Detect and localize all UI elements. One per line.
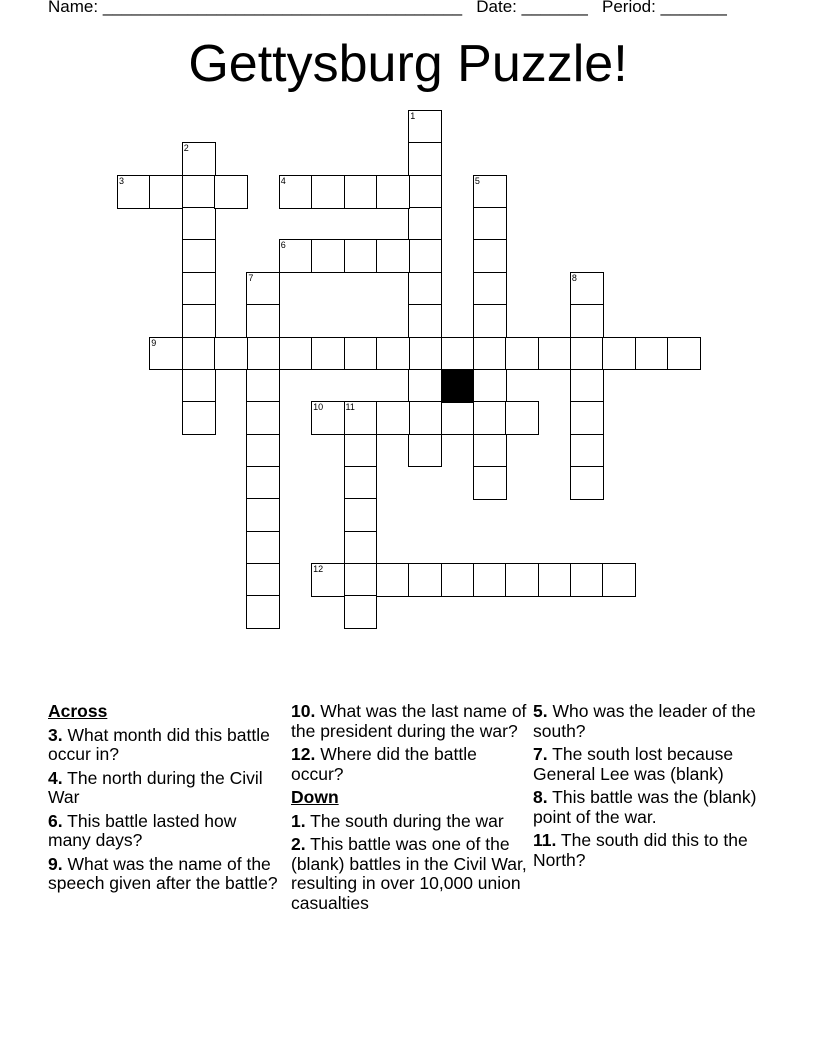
crossword-cell[interactable] — [473, 239, 507, 273]
clue-number-label: 2 — [183, 143, 189, 154]
clue-text: Where did the battle occur? — [291, 744, 477, 784]
crossword-cell[interactable] — [246, 595, 280, 629]
crossword-cell[interactable] — [117, 175, 151, 209]
crossword-cell[interactable] — [344, 595, 378, 629]
clue-number-label: 12 — [313, 563, 324, 574]
crossword-cell[interactable] — [408, 337, 442, 371]
clue-text: What was the last name of the president during the war? — [291, 701, 527, 741]
crossword-cell[interactable] — [408, 175, 442, 209]
crossword-cell[interactable] — [376, 175, 410, 209]
clue-number: 9. — [48, 853, 63, 874]
crossword-cell[interactable] — [505, 401, 539, 435]
crossword-cell[interactable] — [246, 401, 280, 435]
crossword-cell[interactable] — [344, 175, 378, 209]
clue-down-8 — [533, 788, 773, 827]
clue-across-10 — [291, 702, 529, 741]
clue-text: Who was the leader of the south? — [533, 701, 756, 741]
clue-number: 2. — [291, 834, 306, 854]
crossword-cell[interactable] — [376, 563, 410, 597]
crossword-cell[interactable] — [473, 337, 507, 371]
crossword-cell[interactable] — [344, 337, 378, 371]
clue-number: 5. — [533, 701, 548, 721]
period-blank[interactable]: _______ — [660, 0, 727, 16]
crossword-cell[interactable] — [441, 337, 475, 371]
across-heading: Across — [48, 701, 108, 721]
crossword-cell[interactable] — [602, 337, 636, 371]
clue-number: 12. — [291, 744, 316, 764]
clue-across-12 — [291, 745, 529, 784]
crossword-cell[interactable] — [344, 434, 378, 468]
clue-number: 4. — [48, 767, 63, 788]
crossword-cell[interactable] — [635, 337, 669, 371]
clue-number-label: 4 — [280, 175, 286, 186]
clue-across-6 — [48, 812, 278, 851]
clue-number-label: 7 — [248, 272, 254, 283]
crossword-cell[interactable] — [473, 401, 507, 435]
clue-text: This battle was the (blank) point of the war. — [533, 787, 757, 827]
crossword-cell[interactable] — [473, 304, 507, 338]
clue-number: 3. — [48, 724, 63, 745]
crossword-cell[interactable] — [246, 466, 280, 500]
clue-text: The south lost because General Lee was (blank) — [533, 744, 734, 784]
crossword-cell[interactable] — [408, 401, 442, 435]
crossword-cell[interactable] — [538, 337, 572, 371]
clue-number: 7. — [533, 744, 548, 764]
crossword-cell[interactable] — [182, 401, 216, 435]
clue-number: 1. — [291, 810, 306, 831]
crossword-cell[interactable] — [538, 563, 572, 597]
crossword-cell[interactable] — [311, 337, 345, 371]
page-title: Gettysburg Puzzle! — [188, 35, 628, 93]
clues-column-1 — [48, 702, 278, 898]
crossword-cell[interactable] — [667, 337, 701, 371]
clue-number: 10. — [291, 701, 316, 721]
crossword-cell[interactable] — [408, 207, 442, 241]
name-blank[interactable]: ______________________________________ — [102, 0, 463, 16]
crossword-cell[interactable] — [408, 239, 442, 273]
crossword-cell[interactable] — [182, 369, 216, 403]
clue-text: The south during the war — [310, 810, 504, 831]
clue-number: 8. — [533, 787, 548, 807]
crossword-cell[interactable] — [570, 434, 604, 468]
down-heading: Down — [291, 787, 339, 807]
crossword-cell[interactable] — [570, 401, 604, 435]
clue-down-2 — [291, 835, 529, 913]
clue-text: What was the name of the speech given after the battle? — [48, 853, 278, 893]
clue-down-7 — [533, 745, 773, 784]
clue-number-label: 10 — [313, 402, 324, 413]
clue-number-label: 3 — [119, 175, 125, 186]
crossword-cell[interactable] — [182, 272, 216, 306]
clue-number-label: 5 — [474, 175, 480, 186]
clue-text: The north during the Civil War — [48, 767, 263, 807]
crossword-cell[interactable] — [149, 175, 183, 209]
crossword-cell[interactable] — [311, 175, 345, 209]
crossword-cell[interactable] — [602, 563, 636, 597]
crossword-cell[interactable] — [344, 563, 378, 597]
crossword-cell[interactable] — [279, 239, 313, 273]
crossword-cell[interactable] — [408, 563, 442, 597]
crossword-cell[interactable] — [182, 239, 216, 273]
clue-text: This battle lasted how many days? — [48, 810, 237, 850]
crossword-cell[interactable] — [246, 563, 280, 597]
crossword-cell[interactable] — [441, 401, 475, 435]
name-label: Name: — [48, 0, 99, 16]
clue-number-label: 8 — [571, 272, 577, 283]
crossword-cell[interactable] — [246, 434, 280, 468]
crossword-cell[interactable] — [246, 531, 280, 565]
crossword-cell[interactable] — [279, 337, 313, 371]
crossword-cell[interactable] — [311, 563, 345, 597]
clue-number-label: 6 — [280, 240, 286, 251]
crossword-cell[interactable] — [376, 401, 410, 435]
clue-text: What month did this battle occur in? — [48, 724, 270, 764]
crossword-cell[interactable] — [473, 175, 507, 209]
crossword-cell[interactable] — [505, 563, 539, 597]
period-label: Period: — [602, 0, 656, 16]
crossword-cell[interactable] — [246, 337, 280, 371]
clue-number-label: 11 — [345, 402, 355, 413]
crossword-cell[interactable] — [473, 434, 507, 468]
clue-across-9 — [48, 855, 278, 894]
clue-number-label: 9 — [151, 337, 157, 348]
crossword-cell[interactable] — [182, 337, 216, 371]
crossword-cell[interactable] — [182, 175, 216, 209]
crossword-cell[interactable] — [570, 563, 604, 597]
crossword-cell[interactable] — [376, 239, 410, 273]
crossword-cell[interactable] — [344, 466, 378, 500]
crossword-cell[interactable] — [570, 466, 604, 500]
crossword-cell[interactable] — [473, 369, 507, 403]
crossword-cell[interactable] — [408, 110, 442, 144]
crossword-cell[interactable] — [246, 272, 280, 306]
clue-down-1 — [291, 812, 529, 832]
crossword-cell[interactable] — [311, 401, 345, 435]
crossword-cell[interactable] — [408, 304, 442, 338]
clue-number: 11. — [533, 830, 557, 850]
crossword-cell[interactable] — [344, 498, 378, 532]
crossword-cell[interactable] — [182, 304, 216, 338]
clue-number: 6. — [48, 810, 63, 831]
crossword-cell[interactable] — [149, 337, 183, 371]
header-fields — [48, 0, 727, 17]
date-blank[interactable]: _______ — [521, 0, 588, 16]
crossword-cell[interactable] — [473, 466, 507, 500]
clue-down-11 — [533, 831, 773, 870]
crossword-cell[interactable] — [408, 434, 442, 468]
crossword-cell[interactable] — [473, 272, 507, 306]
crossword-cell[interactable] — [473, 207, 507, 241]
crossword-cell[interactable] — [246, 498, 280, 532]
crossword-cell[interactable] — [214, 175, 248, 209]
clues-column-2 — [291, 702, 529, 917]
crossword-cell[interactable] — [182, 207, 216, 241]
crossword-cell[interactable] — [441, 563, 475, 597]
crossword-cell[interactable] — [376, 337, 410, 371]
clue-text: This battle was one of the (blank) battles in the Civil War, resulting in over 10,000 union casualties — [291, 834, 527, 913]
crossword-cell[interactable] — [570, 272, 604, 306]
black-square — [441, 369, 475, 403]
crossword-cell[interactable] — [408, 369, 442, 403]
crossword-cell[interactable] — [473, 563, 507, 597]
crossword-cell[interactable] — [246, 369, 280, 403]
clue-number-label: 1 — [410, 111, 416, 121]
crossword-cell[interactable] — [408, 272, 442, 306]
crossword-cell[interactable] — [279, 175, 313, 209]
crossword-cell[interactable] — [570, 369, 604, 403]
crossword-cell[interactable] — [344, 531, 378, 565]
crossword-cell[interactable] — [344, 239, 378, 273]
crossword-cell[interactable] — [505, 337, 539, 371]
crossword-cell[interactable] — [214, 337, 248, 371]
clue-down-5 — [533, 702, 773, 741]
crossword-cell[interactable] — [408, 142, 442, 176]
crossword-cell[interactable] — [344, 401, 378, 435]
crossword-cell[interactable] — [246, 304, 280, 338]
date-label: Date: — [476, 0, 517, 16]
clue-across-4 — [48, 769, 278, 808]
crossword-cell[interactable] — [182, 142, 216, 176]
clues-column-3 — [533, 702, 773, 874]
clue-text: The south did this to the North? — [533, 830, 748, 870]
crossword-cell[interactable] — [570, 304, 604, 338]
clue-across-3 — [48, 726, 278, 765]
crossword-cell[interactable] — [570, 337, 604, 371]
crossword-cell[interactable] — [311, 239, 345, 273]
